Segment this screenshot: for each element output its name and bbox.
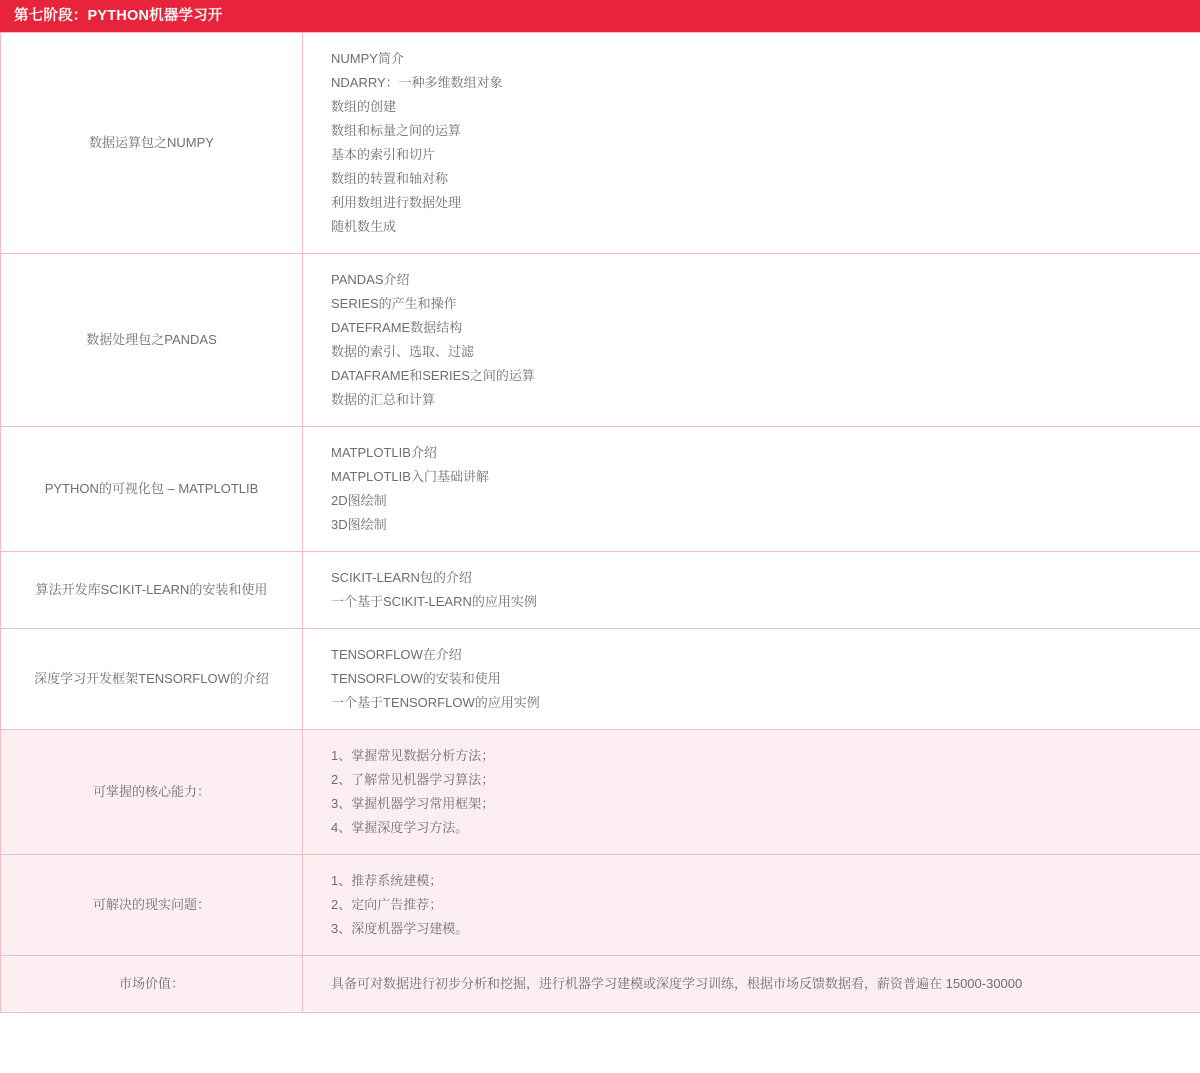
table-row: [1, 629, 1200, 730]
row-detail-cell: [303, 730, 1200, 855]
detail-line: 2、了解常见机器学习算法；: [331, 772, 495, 787]
table-row: [1, 855, 1200, 956]
table-row: [1, 730, 1200, 855]
detail-line: PANDAS介绍: [331, 272, 410, 287]
table-row: [1, 427, 1200, 552]
detail-line: MATPLOTLIB介绍: [331, 445, 437, 460]
detail-line: 1、掌握常见数据分析方法；: [331, 748, 495, 763]
detail-line: 3、掌握机器学习常用框架；: [331, 796, 495, 811]
detail-line: 2D图绘制: [331, 493, 387, 508]
row-detail-cell: [303, 254, 1200, 427]
row-topic-cell: 数据处理包之PANDAS: [1, 254, 303, 427]
row-detail-cell: [303, 427, 1200, 552]
row-detail-cell: [303, 552, 1200, 629]
curriculum-table: [0, 32, 1200, 1013]
row-topic-cell: 可掌握的核心能力：: [1, 730, 303, 855]
detail-line: 基本的索引和切片: [331, 147, 436, 162]
detail-line: SERIES的产生和操作: [331, 296, 457, 311]
stage-header: [0, 0, 1200, 32]
row-topic-cell: 市场价值：: [1, 956, 303, 1013]
detail-line: 数据的索引、选取、过滤: [331, 344, 475, 359]
row-topic-cell: 深度学习开发框架TENSORFLOW的介绍: [1, 629, 303, 730]
detail-line: NDARRY：一种多维数组对象: [331, 75, 503, 90]
row-detail-cell: [303, 855, 1200, 956]
detail-line: 数组和标量之间的运算: [331, 123, 462, 138]
detail-line: 4、掌握深度学习方法。: [331, 820, 469, 835]
detail-line: 2、定向广告推荐；: [331, 897, 443, 912]
row-detail-cell: [303, 956, 1200, 1013]
row-detail-cell: [303, 33, 1200, 254]
detail-line: 利用数组进行数据处理: [331, 195, 462, 210]
detail-line: TENSORFLOW在介绍: [331, 647, 462, 662]
row-detail-cell: [303, 629, 1200, 730]
table-row: [1, 254, 1200, 427]
curriculum-table-body: [1, 33, 1200, 1013]
detail-line: 一个基于SCIKIT-LEARN的应用实例: [331, 594, 537, 609]
row-topic-cell: 可解决的现实问题：: [1, 855, 303, 956]
table-row: [1, 33, 1200, 254]
row-topic-cell: 数据运算包之NUMPY: [1, 33, 303, 254]
detail-line: 一个基于TENSORFLOW的应用实例: [331, 695, 540, 710]
row-topic-cell: PYTHON的可视化包 – MATPLOTLIB: [1, 427, 303, 552]
table-row: [1, 552, 1200, 629]
detail-line: 3、深度机器学习建模。: [331, 921, 469, 936]
detail-line: 3D图绘制: [331, 517, 387, 532]
detail-line: 数组的转置和轴对称: [331, 171, 449, 186]
detail-line: SCIKIT-LEARN包的介绍: [331, 570, 472, 585]
detail-line: 数据的汇总和计算: [331, 392, 436, 407]
detail-line: 随机数生成: [331, 219, 397, 234]
detail-line: 1、推荐系统建模；: [331, 873, 443, 888]
detail-line: DATEFRAME数据结构: [331, 320, 463, 335]
detail-line: MATPLOTLIB入门基础讲解: [331, 469, 489, 484]
detail-line: TENSORFLOW的安装和使用: [331, 671, 501, 686]
detail-line: 具备可对数据进行初步分析和挖掘，进行机器学习建模或深度学习训练，根据市场反馈数据看，薪资普遍在 15000-30000: [331, 976, 1023, 991]
detail-line: DATAFRAME和SERIES之间的运算: [331, 368, 535, 383]
detail-line: NUMPY简介: [331, 51, 404, 66]
table-row: [1, 956, 1200, 1013]
stage-title: 第七阶段：PYTHON机器学习开: [14, 7, 223, 24]
row-topic-cell: 算法开发库SCIKIT-LEARN的安装和使用: [1, 552, 303, 629]
detail-line: 数组的创建: [331, 99, 397, 114]
